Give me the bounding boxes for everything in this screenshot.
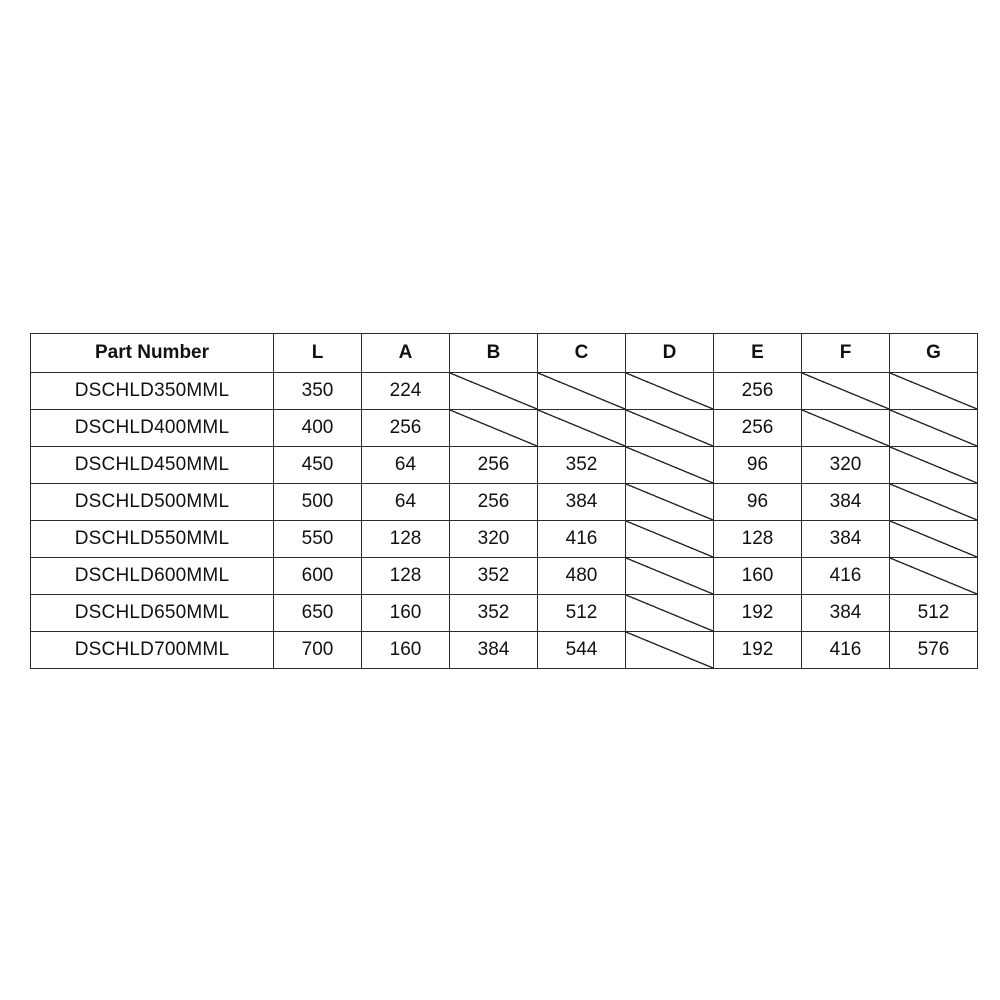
cell-f [802, 410, 890, 447]
cell-g [890, 484, 978, 521]
table-row [31, 558, 978, 595]
cell-f: 384 [802, 521, 890, 558]
part-dimension-table [30, 333, 978, 669]
cell-e: 192 [714, 595, 802, 632]
cell-a: 64 [362, 484, 450, 521]
column-header-b: B [450, 334, 538, 373]
cell-c [538, 410, 626, 447]
cell-b: 256 [450, 484, 538, 521]
table-header [31, 334, 978, 373]
cell-l: 650 [274, 595, 362, 632]
cell-d [626, 558, 714, 595]
cell-b: 352 [450, 558, 538, 595]
cell-b: 352 [450, 595, 538, 632]
cell-e: 160 [714, 558, 802, 595]
cell-f: 384 [802, 595, 890, 632]
cell-d [626, 632, 714, 669]
cell-c: 352 [538, 447, 626, 484]
table-row [31, 447, 978, 484]
cell-c: 480 [538, 558, 626, 595]
cell-l: 350 [274, 373, 362, 410]
cell-l: 500 [274, 484, 362, 521]
cell-a: 128 [362, 558, 450, 595]
cell-g: 512 [890, 595, 978, 632]
table-header-row [31, 334, 978, 373]
cell-part-number: DSCHLD350MML [31, 373, 274, 410]
cell-d [626, 484, 714, 521]
column-header-e: E [714, 334, 802, 373]
column-header-f: F [802, 334, 890, 373]
cell-e: 256 [714, 373, 802, 410]
cell-c: 544 [538, 632, 626, 669]
cell-b: 256 [450, 447, 538, 484]
column-header-a: A [362, 334, 450, 373]
cell-a: 160 [362, 595, 450, 632]
cell-g: 576 [890, 632, 978, 669]
table-row [31, 410, 978, 447]
table-row [31, 595, 978, 632]
cell-d [626, 447, 714, 484]
cell-l: 550 [274, 521, 362, 558]
cell-g [890, 373, 978, 410]
cell-b [450, 373, 538, 410]
cell-part-number: DSCHLD400MML [31, 410, 274, 447]
cell-l: 400 [274, 410, 362, 447]
column-header-g: G [890, 334, 978, 373]
cell-e: 96 [714, 447, 802, 484]
cell-a: 160 [362, 632, 450, 669]
table-row [31, 484, 978, 521]
cell-part-number: DSCHLD700MML [31, 632, 274, 669]
cell-l: 600 [274, 558, 362, 595]
table-row [31, 632, 978, 669]
cell-a: 224 [362, 373, 450, 410]
cell-f: 416 [802, 558, 890, 595]
cell-c [538, 373, 626, 410]
table-row [31, 521, 978, 558]
cell-b [450, 410, 538, 447]
cell-a: 128 [362, 521, 450, 558]
cell-part-number: DSCHLD500MML [31, 484, 274, 521]
cell-b: 384 [450, 632, 538, 669]
cell-part-number: DSCHLD600MML [31, 558, 274, 595]
column-header-part-number: Part Number [31, 334, 274, 373]
cell-g [890, 447, 978, 484]
table-row [31, 373, 978, 410]
column-header-d: D [626, 334, 714, 373]
column-header-c: C [538, 334, 626, 373]
table-body [31, 373, 978, 669]
cell-g [890, 558, 978, 595]
cell-f [802, 373, 890, 410]
cell-b: 320 [450, 521, 538, 558]
cell-e: 192 [714, 632, 802, 669]
cell-part-number: DSCHLD650MML [31, 595, 274, 632]
cell-e: 128 [714, 521, 802, 558]
column-header-l: L [274, 334, 362, 373]
cell-l: 700 [274, 632, 362, 669]
cell-e: 256 [714, 410, 802, 447]
cell-c: 512 [538, 595, 626, 632]
cell-c: 416 [538, 521, 626, 558]
cell-d [626, 410, 714, 447]
cell-a: 64 [362, 447, 450, 484]
cell-g [890, 410, 978, 447]
spec-table-container [30, 333, 970, 669]
cell-part-number: DSCHLD550MML [31, 521, 274, 558]
cell-f: 320 [802, 447, 890, 484]
cell-part-number: DSCHLD450MML [31, 447, 274, 484]
cell-e: 96 [714, 484, 802, 521]
cell-c: 384 [538, 484, 626, 521]
cell-a: 256 [362, 410, 450, 447]
cell-l: 450 [274, 447, 362, 484]
cell-g [890, 521, 978, 558]
cell-f: 416 [802, 632, 890, 669]
cell-f: 384 [802, 484, 890, 521]
cell-d [626, 373, 714, 410]
cell-d [626, 521, 714, 558]
cell-d [626, 595, 714, 632]
